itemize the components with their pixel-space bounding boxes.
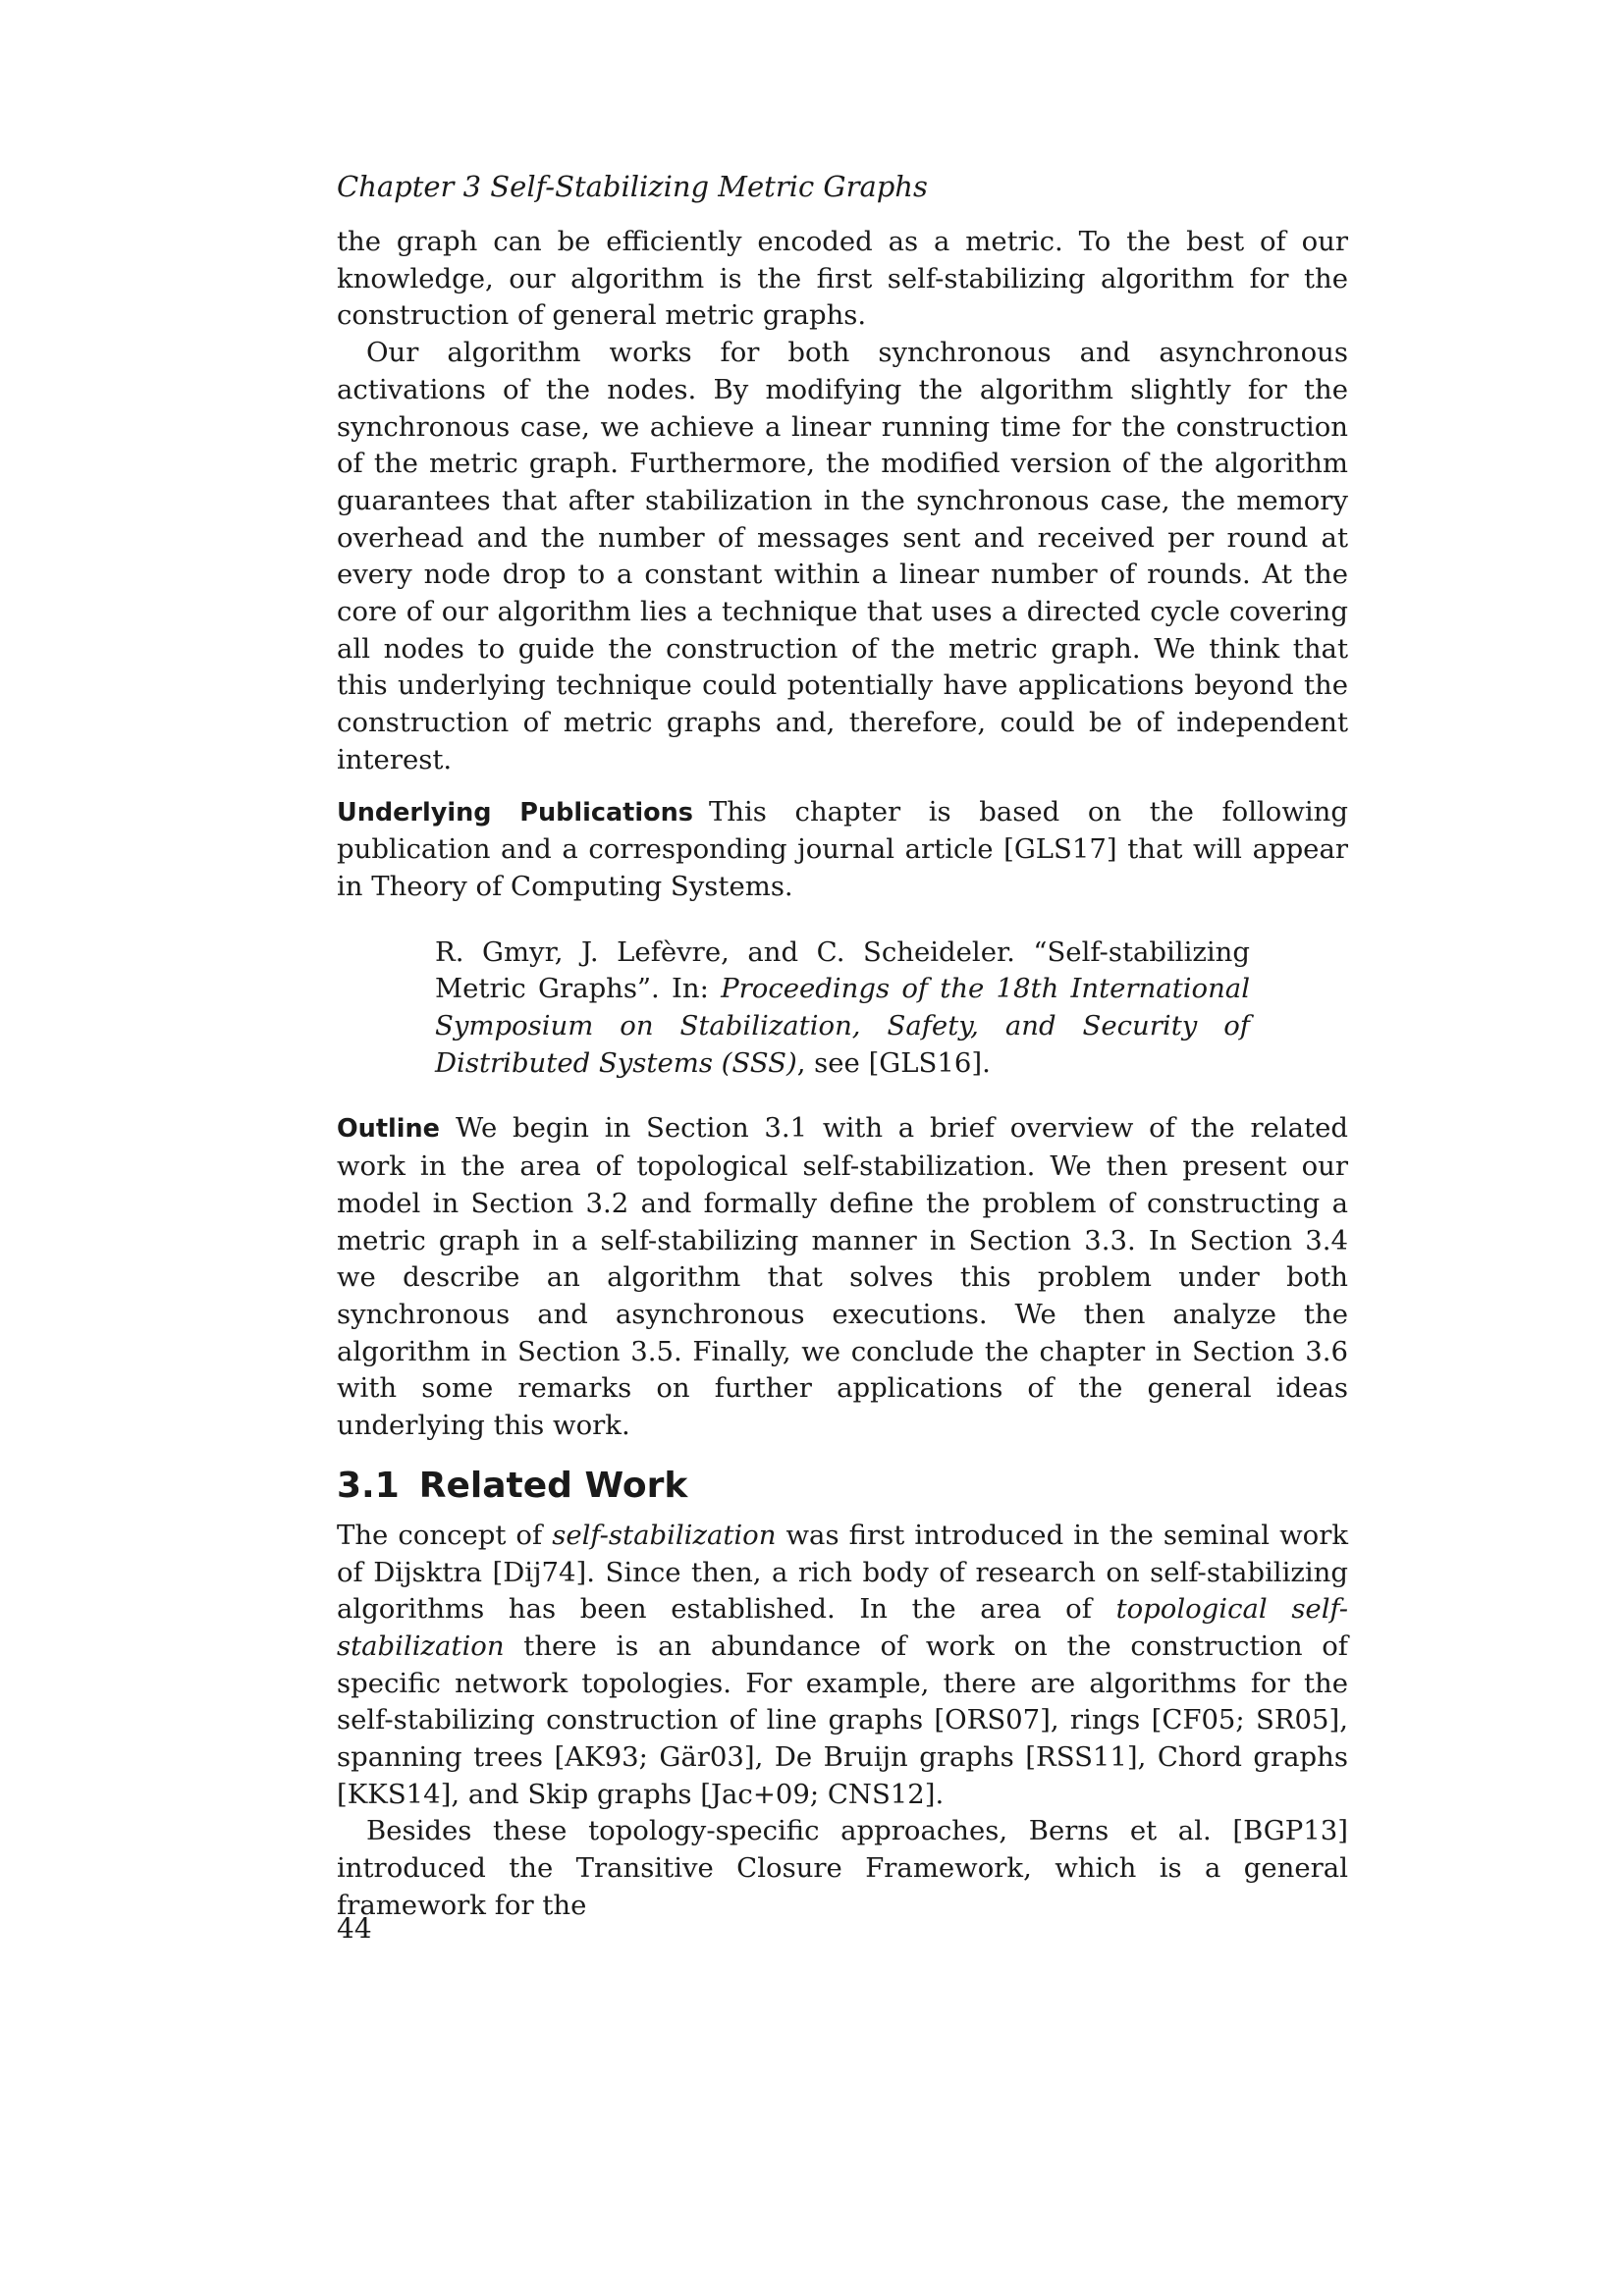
citation-in-label: In: (672, 973, 709, 1005)
outline-text: We begin in Section 3.1 with a brief overview of the related work in the area of topological self-stabilization. We then present our model in Section 3.2 and formally define the problem of constructing a metric graph in a self-stabilizing manner in Section 3.3. In Section 3.4 we describe an algorithm that solves this problem under both synchronous and asynchronous executions. We then analyze the algorithm in Section 3.5. Finally, we conclude the chapter in Section 3.6 with some remarks on further applications of the general ideas underlying this work. (337, 1112, 1348, 1442)
emphasis-topological-self-stabilization: topological self-stabilization (337, 1593, 1348, 1662)
intro-paragraph-2: Our algorithm works for both synchronous and asynchronous activations of the nodes. By modifying the algorithm slightly for the synchronous case, we achieve a linear running time for the construction of the metric graph. Furthermore, the modified version of the algorithm guarantees that after stabilization in the synchronous case, the memory overhead and the number of messages sent and received per round at every node drop to a constant within a linear number of rounds. At the core of our algorithm lies a technique that uses a directed cycle covering all nodes to guide the construction of the metric graph. We think that this underlying technique could potentially have applications beyond the construction of metric graphs and, therefore, could be of independent interest. (337, 337, 1348, 775)
text-run: there is an abundance of work on the construction of specific network topologies. For example, there are algorithms for the self-stabilizing construction of line graphs [ORS07], rings [CF05; SR05], spanning trees [AK93; Gär03], De Bruijn graphs [RSS11], Chord graphs [KKS14], and Skip graphs [Jac+09; CNS12]. (337, 1629, 1348, 1810)
citation-authors: R. Gmyr, J. Lefèvre, and C. Scheideler. (435, 935, 1015, 968)
text-run: was first introduced in the seminal work of Dijsktra [Dij74]. Since then, a rich body of research on self-stabilizing algorithms has been established. In the area of (337, 1519, 1348, 1626)
citation-title: “Self-stabilizing Metric Graphs”. (435, 935, 1250, 1005)
publications-paragraph (337, 794, 1348, 906)
chapter-label: Chapter 3 (337, 170, 482, 203)
section-title: Related Work (418, 1465, 688, 1506)
related-work-paragraph-1 (337, 1518, 1348, 1814)
emphasis-self-stabilization: self-stabilization (552, 1519, 777, 1551)
citation-suffix: , see [GLS16]. (796, 1046, 991, 1079)
outline-heading: Outline (337, 1114, 440, 1145)
related-work-paragraph-2: Besides these topology-specific approaches, Berns et al. [BGP13] introduced the Transitive Closure Framework, which is a general framework for the (337, 1815, 1348, 1921)
body-text (337, 224, 1348, 1925)
section-heading (337, 1465, 1348, 1508)
page-number: 44 (337, 1912, 372, 1945)
publications-text: This chapter is based on the following publication and a corresponding journal article [GLS17] that will appear in Theory of Computing Systems. (337, 795, 1348, 902)
outline-paragraph (337, 1110, 1348, 1444)
chapter-title: Self-Stabilizing Metric Graphs (490, 170, 928, 203)
running-header (337, 169, 1348, 204)
section-number: 3.1 (337, 1465, 400, 1506)
citation-venue: Proceedings of the 18th International Symposium on Stabilization, Safety, and Security of Distributed Systems (SSS) (435, 973, 1250, 1079)
text-run: The concept of (337, 1519, 543, 1551)
publication-citation (435, 934, 1250, 1083)
intro-paragraph-1: the graph can be efficiently encoded as a metric. To the best of our knowledge, our algorithm is the first self-stabilizing algorithm for the construction of general metric graphs. (337, 226, 1348, 332)
publications-heading: Underlying Publications (337, 797, 693, 828)
page-content (337, 169, 1348, 1925)
